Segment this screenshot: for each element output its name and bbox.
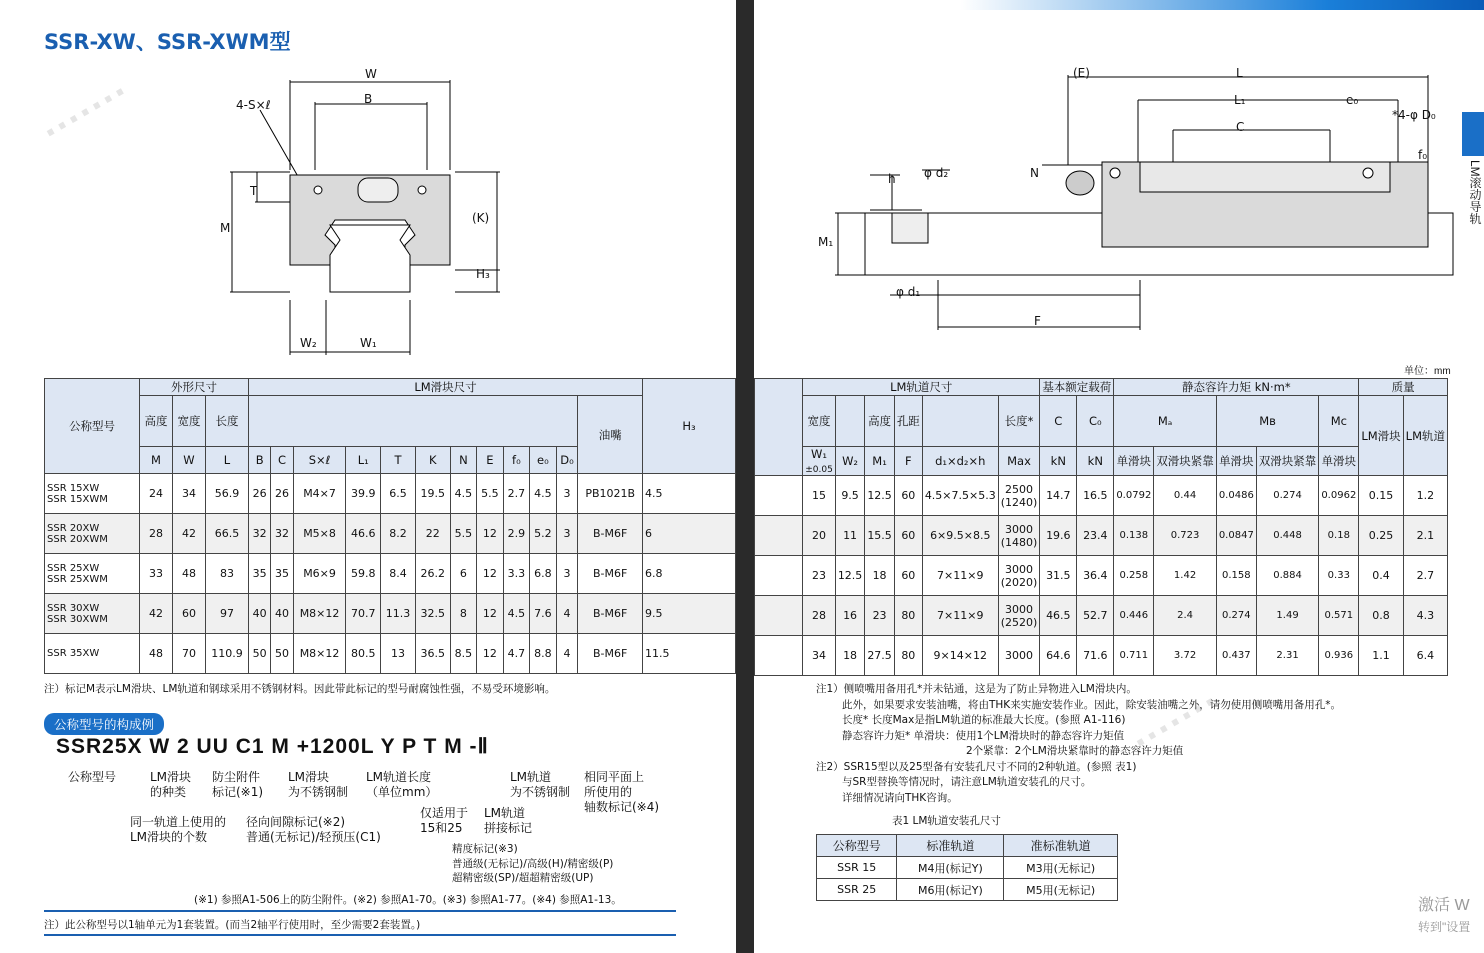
col-name: 公称型号 bbox=[45, 379, 140, 474]
note-line: 详细情况请向THK咨询。 bbox=[842, 791, 958, 804]
dim-W1: W₁ bbox=[360, 336, 377, 350]
dim-D0: *4-φ D₀ bbox=[1392, 108, 1436, 122]
note-line: 长度* 长度Max是指LM轨道的标准最大长度。(参照 A1-116) bbox=[842, 714, 1126, 726]
table-row: SSR 30XW SSR 30XWM 42 60 97 40 40 M8×12 70.7 11.3 32.5 8 12 4.5 7.6 4 B-M6F 9.5 bbox=[45, 594, 736, 634]
col-outer: 外形尺寸 bbox=[140, 379, 249, 396]
dim-d2: φ d₂ bbox=[924, 166, 949, 180]
dim-K: (K) bbox=[472, 211, 490, 225]
label-name: 公称型号 bbox=[68, 770, 117, 784]
left-spec-table: 公称型号 外形尺寸 LM滑块尺寸 H₃ 高度 宽度 长度 油嘴 M W L B C S×ℓ L₁ T K N E f₀ e₀ D₀ SSR 15XW SSR 15XWM 24 34 56.9 26 26 M4×7 39.9 6.5 19.5 4.5 5.5 2.7 4.5 3 PB1021B 4.5 SSR 20XW SSR 20XWM 28 42 66.5 32 32 M5×8 46.6 8.2 22 5.5 12 2.9 5.2 3 B-M6F 6 SSR 25XW SSR 25XWM 33 48 83 35 35 M6×9 59.8 8.4 26.2 6 12 3.3 6.8 3 B-M6F 6.8 SSR 30XW SSR 30XWM 42 60 97 40 40 M8×12 70.7 11.3 32.5 8 12 4.5 7.6 4 B-M6F 9.5 SSR 35XW 48 70 110.9 50 50 M8×12 80.5 13 36.5 8.5 12 4.7 8.8 4 B-M6F 11.5 bbox=[44, 378, 736, 674]
table1: 公称型号 标准轨道 准标准轨道 SSR 15 M4用(标记Y) M3用(无标记) SSR 25 M6用(标记Y) M5用(无标记) bbox=[816, 834, 1118, 901]
note-line: 注2）SSR15型以及25型备有安装孔尺寸不同的2种轨道。(参照 表1) bbox=[816, 760, 1137, 773]
dim-H3: H₃ bbox=[476, 267, 490, 281]
label-ss2: LM轨道 为不锈钢制 bbox=[510, 770, 571, 799]
label-num: 同一轨道上使用的 LM滑块的个数 bbox=[130, 815, 227, 844]
model-code: SSR25X W 2 UU C1 M +1200L Y P T M -Ⅱ bbox=[56, 735, 489, 758]
col-mass: 质量 bbox=[1359, 379, 1448, 396]
col-block: LM滑块尺寸 bbox=[248, 379, 642, 396]
dim-h: h bbox=[888, 172, 896, 186]
top-gradient-bar bbox=[960, 0, 1484, 10]
dim-W2: W₂ bbox=[300, 336, 317, 350]
dim-S: 4-S×ℓ bbox=[236, 98, 271, 112]
col-length: 长度 bbox=[205, 396, 248, 447]
col-oil: 油嘴 bbox=[578, 396, 643, 474]
label-dust: 防尘附件 标记(※1) bbox=[212, 770, 264, 799]
dim-B: B bbox=[364, 92, 373, 106]
label-par: 相同平面上 所使用的 轴数标记(※4) bbox=[584, 770, 660, 814]
unit-label: 单位：mm bbox=[1404, 366, 1451, 377]
activate-text: 激活 W bbox=[1418, 897, 1470, 914]
table-row: SSR 15XW SSR 15XWM 24 34 56.9 26 26 M4×7 39.9 6.5 19.5 4.5 5.5 2.7 4.5 3 PB1021B 4.5 bbox=[45, 474, 736, 514]
col-moment: 静态容许力矩 kN·m* bbox=[1114, 379, 1359, 396]
label-prec2: 普通级(无标记)/高级(H)/精密级(P) 超精密级(SP)/超超精密级(UP) bbox=[452, 858, 614, 884]
dim-L1: L₁ bbox=[1234, 93, 1246, 107]
label-ss1: LM滑块 为不锈钢制 bbox=[288, 770, 349, 799]
note-line: 此外，如果要求安装油嘴，将由THK来实施安装作业。因此，除安装油嘴之外，请勿使用侧喷嘴用备用孔*。 bbox=[842, 698, 1341, 711]
col-load: 基本额定载荷 bbox=[1040, 379, 1114, 396]
table-row: 23 12.5 18 60 7×11×9 3000 (2020) 31.5 36.4 0.258 1.42 0.158 0.884 0.33 0.4 2.7 bbox=[755, 556, 1448, 596]
dim-d1: φ d₁ bbox=[896, 285, 921, 299]
label-len: LM轨道长度 （单位mm） bbox=[366, 770, 438, 799]
rule bbox=[44, 910, 676, 912]
dim-N: N bbox=[1030, 166, 1039, 180]
note-line: 2个紧靠：2个LM滑块紧靠时的静态容许力矩值 bbox=[966, 745, 1184, 757]
page-divider bbox=[736, 0, 754, 953]
dim-M1: M₁ bbox=[818, 235, 834, 249]
refs: (※1) 参照A1-506上的防尘附件。(※2) 参照A1-70。(※3) 参照A1-77。(※4) 参照A1-13。 bbox=[194, 894, 622, 906]
dim-T: T bbox=[250, 184, 258, 198]
side-tab-label: LM滚动导轨 bbox=[1468, 160, 1482, 225]
col-height: 高度 bbox=[140, 396, 173, 447]
dim-f0: f₀ bbox=[1418, 148, 1428, 162]
dim-W: W bbox=[365, 67, 377, 81]
col-H3: H₃ bbox=[643, 379, 736, 474]
right-notes bbox=[816, 679, 1456, 806]
activate-subtext: 转到"设置 bbox=[1418, 920, 1471, 934]
watermark: ······· bbox=[1124, 679, 1228, 765]
side-tab-marker bbox=[1462, 112, 1484, 156]
table-row: SSR 25XW SSR 25XWM 33 48 83 35 35 M6×9 59.8 8.4 26.2 6 12 3.3 6.8 3 B-M6F 6.8 bbox=[45, 554, 736, 594]
table-row: 34 18 27.5 80 9×14×12 3000 64.6 71.6 0.711 3.72 0.437 2.31 0.936 1.1 6.4 bbox=[755, 636, 1448, 676]
table-row: 20 11 15.5 60 6×9.5×8.5 3000 (1480) 19.6 23.4 0.138 0.723 0.0847 0.448 0.18 0.25 2.1 bbox=[755, 516, 1448, 556]
col-width: 宽度 bbox=[172, 396, 205, 447]
table-row: 28 16 23 80 7×11×9 3000 (2520) 46.5 52.7 0.446 2.4 0.274 1.49 0.571 0.8 4.3 bbox=[755, 596, 1448, 636]
watermark: ······· bbox=[34, 69, 138, 155]
note-line: 注1）侧喷嘴用备用孔*并未钻通，这是为了防止异物进入LM滑块内。 bbox=[816, 683, 1137, 695]
col-rail: LM轨道尺寸 bbox=[803, 379, 1040, 396]
dim-F: F bbox=[1034, 314, 1041, 328]
dim-C: C bbox=[1236, 120, 1245, 134]
label-joint: LM轨道 拼接标记 bbox=[484, 806, 533, 835]
dim-E: (E) bbox=[1073, 66, 1090, 80]
page-title: SSR-XW、SSR-XWM型 bbox=[44, 30, 291, 54]
table-row: SSR 35XW 48 70 110.9 50 50 M8×12 80.5 13 36.5 8.5 12 4.7 8.8 4 B-M6F 11.5 bbox=[45, 634, 736, 674]
rule bbox=[44, 934, 676, 936]
table1-caption: 表1 LM轨道安装孔尺寸 bbox=[892, 815, 1001, 827]
note-line: 静态容许力矩* 单滑块：使用1个LM滑块时的静态容许力矩值 bbox=[842, 729, 1125, 742]
label-only: 仅适用于 15和25 bbox=[420, 806, 469, 835]
dim-e0: e₀ bbox=[1346, 93, 1359, 107]
label-prec: 精度标记(※3) bbox=[452, 843, 518, 855]
note-line: 与SR型替换等情况时，请注意LM轨道安装孔的尺寸。 bbox=[842, 776, 1092, 788]
label-clear: 径向间隙标记(※2) 普通(无标记)/轻预压(C1) bbox=[246, 815, 381, 844]
dim-M: M bbox=[220, 221, 231, 235]
model-code-pill: 公称型号的构成例 bbox=[44, 713, 164, 735]
model-note: 注）此公称型号以1轴单元为1套装置。(而当2轴平行使用时，至少需要2套装置。) bbox=[44, 919, 421, 931]
label-type: LM滑块 的种类 bbox=[150, 770, 192, 799]
right-spec-table: LM轨道尺寸 基本额定载荷 静态容许力矩 kN·m* 质量 宽度 高度 孔距 长度* C C₀ Mₐ Mв Mc LM滑块 LM轨道 W₁ ±0.05 W₂ M₁ F d₁×d₂×h Max kN kN 单滑块 双滑块紧靠 单滑块 双滑块紧靠 单滑块 15 9.5 12.5 60 4.5×7.5×5.3 2500 (1240) 14.7 16.5 0.0792 0.44 0.0486 0.274 0.0962 0.15 1.2 20 11 15.5 60 6×9.5×8.5 3000 (1480) 19.6 23.4 0.138 0.723 0.0847 0.448 0.18 0.25 2.1 23 12.5 18 60 7×11×9 3000 (2020) 31.5 36.4 0.258 1.42 0.158 0.884 0.33 0.4 2.7 28 16 23 80 7×11×9 3000 (2520) 46.5 52.7 0.446 2.4 0.274 1.49 0.571 0.8 4.3 34 18 27.5 80 9×14×12 3000 64.6 71.6 0.711 3.72 0.437 2.31 0.936 1.1 6.4 bbox=[754, 378, 1448, 676]
table-row: SSR 20XW SSR 20XWM 28 42 66.5 32 32 M5×8 46.6 8.2 22 5.5 12 2.9 5.2 3 B-M6F 6 bbox=[45, 514, 736, 554]
dim-L: L bbox=[1236, 66, 1243, 80]
left-table-note: 注）标记M表示LM滑块、LM轨道和钢球采用不锈钢材料。因此带此标记的型号耐腐蚀性强，不易受环境影响。 bbox=[44, 683, 556, 695]
table-row: 15 9.5 12.5 60 4.5×7.5×5.3 2500 (1240) 14.7 16.5 0.0792 0.44 0.0486 0.274 0.0962 0.15 1.2 bbox=[755, 476, 1448, 516]
